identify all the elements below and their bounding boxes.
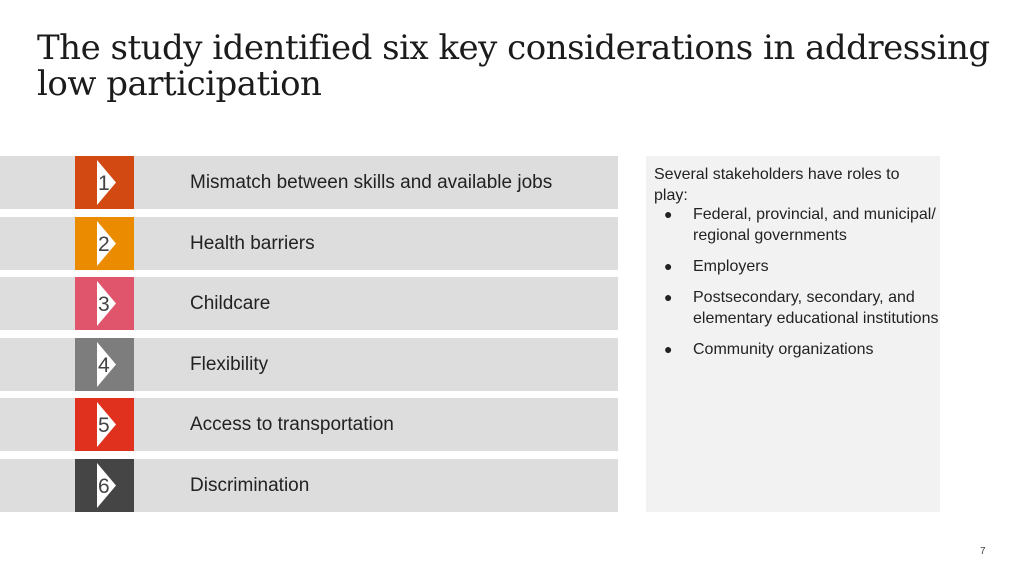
consideration-row-2 (0, 217, 618, 270)
bullet-icon: ● (664, 258, 673, 274)
number-badge-6 (75, 459, 134, 512)
consideration-number: 6 (98, 475, 110, 498)
number-badge-3 (75, 277, 134, 330)
stakeholders-panel (646, 156, 940, 512)
consideration-number: 5 (98, 414, 110, 437)
consideration-number: 4 (98, 354, 110, 377)
consideration-label: Childcare (190, 293, 271, 314)
list-item: ● Federal, provincial, and municipal/ regional governments (664, 206, 936, 244)
consideration-label: Mismatch between skills and available jobs (190, 172, 553, 193)
number-badge-1 (75, 156, 134, 209)
list-item: ● Employers (664, 258, 769, 275)
list-item: ● Community organizations (664, 341, 874, 358)
page-number: 7 (980, 546, 986, 557)
page-title: The study identified six key considerations in addressing low participation (37, 28, 990, 104)
bullet-icon: ● (664, 341, 673, 357)
consideration-number: 1 (98, 172, 110, 195)
consideration-number: 3 (98, 293, 110, 316)
consideration-row-4 (0, 338, 618, 391)
bullet-icon: ● (664, 206, 673, 222)
consideration-label: Discrimination (190, 475, 310, 496)
bullet-icon: ● (664, 289, 673, 305)
number-badge-2 (75, 217, 134, 270)
consideration-label: Access to transportation (190, 414, 394, 435)
consideration-label: Health barriers (190, 233, 315, 254)
consideration-row-5 (0, 398, 618, 451)
number-badge-4 (75, 338, 134, 391)
consideration-row-1 (0, 156, 618, 209)
consideration-row-6 (0, 459, 618, 512)
list-item: ● Postsecondary, secondary, and elementary educational institutions (664, 289, 939, 327)
consideration-label: Flexibility (190, 354, 269, 375)
stakeholders-intro: Several stakeholders have roles to play: (654, 166, 900, 204)
consideration-row-3 (0, 277, 618, 330)
consideration-number: 2 (98, 233, 110, 256)
stakeholders-list (646, 204, 940, 370)
number-badge-5 (75, 398, 134, 451)
